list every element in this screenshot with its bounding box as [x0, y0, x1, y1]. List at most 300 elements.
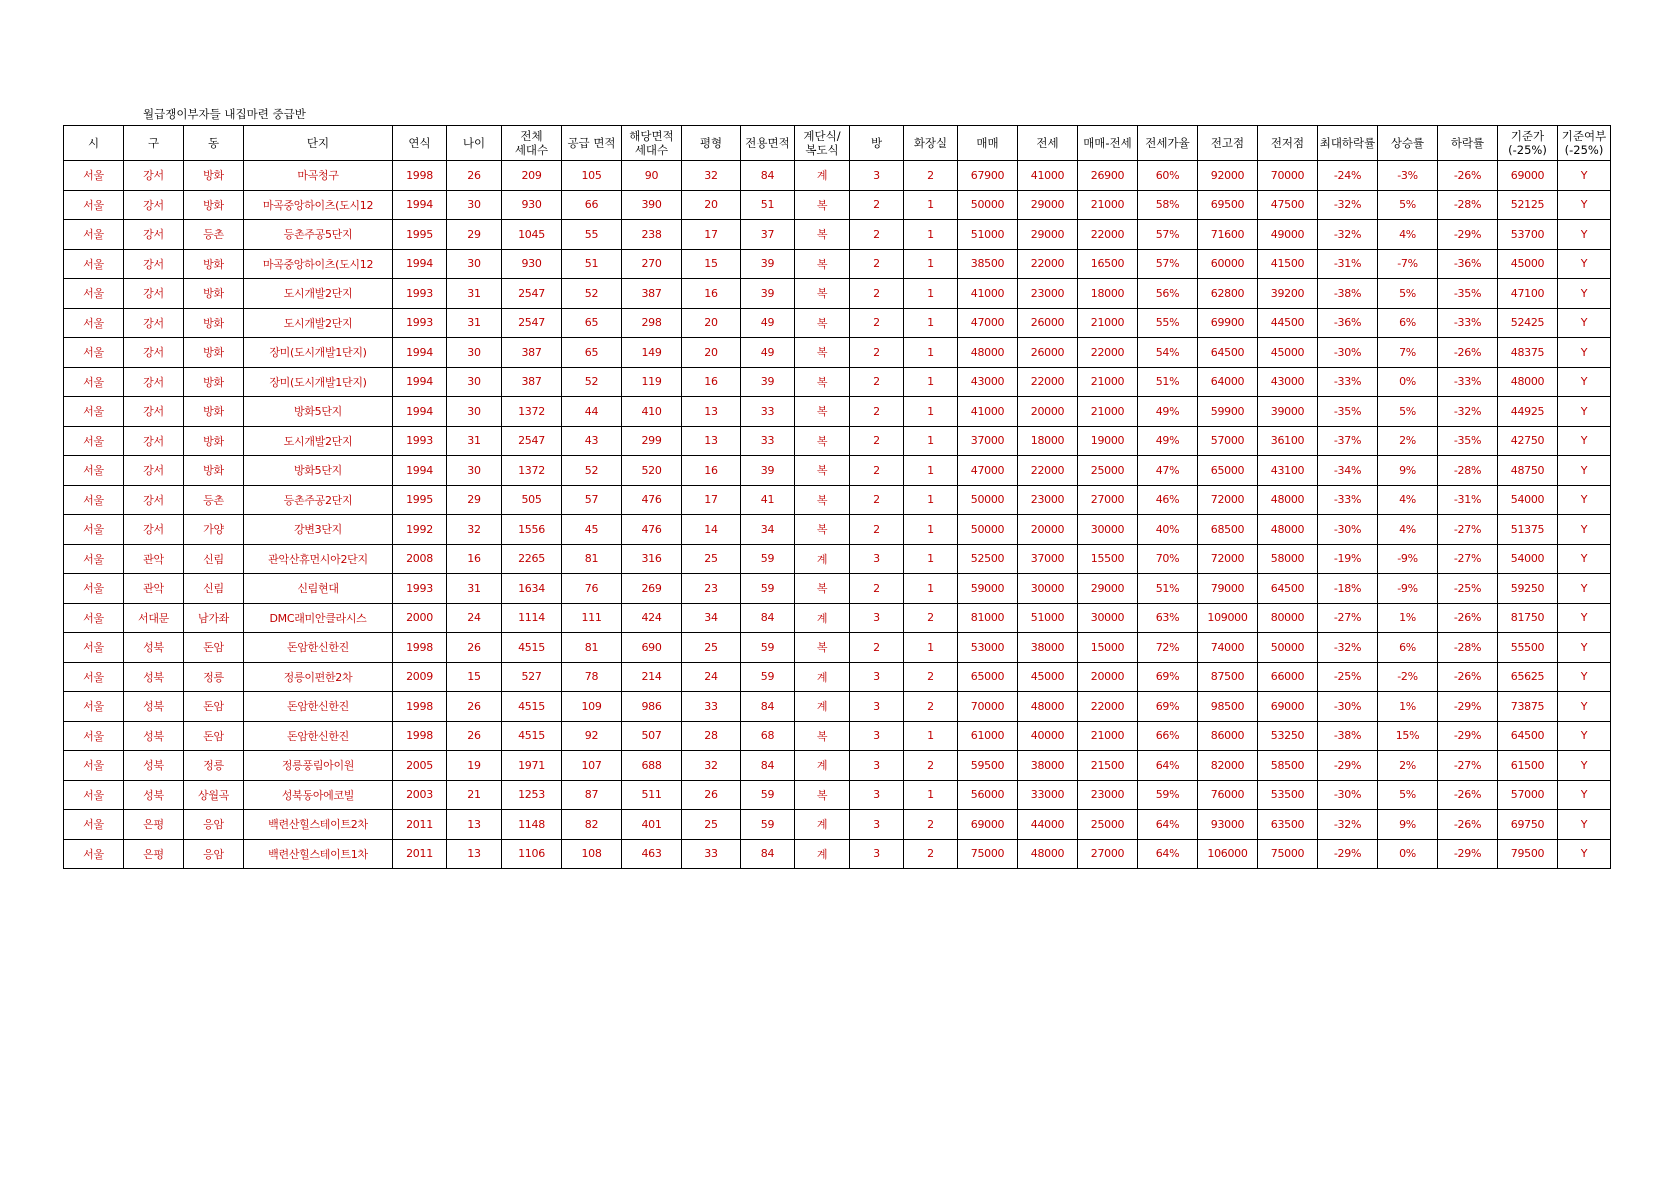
table-cell: 48000 [1018, 692, 1078, 722]
table-cell: 1 [904, 338, 958, 368]
table-cell: 29000 [1018, 190, 1078, 220]
column-header: 전세 [1018, 126, 1078, 161]
table-cell: 59 [741, 574, 795, 604]
table-cell: 복 [795, 279, 850, 309]
table-cell: 관악 [124, 574, 184, 604]
table-cell: 4515 [502, 633, 562, 663]
table-cell: 76 [562, 574, 622, 604]
table-cell: 마곡청구 [244, 161, 393, 191]
table-cell: 1 [904, 780, 958, 810]
table-cell: 53500 [1258, 780, 1318, 810]
table-cell: 55% [1138, 308, 1198, 338]
table-cell: 1 [904, 279, 958, 309]
table-cell: 30000 [1078, 515, 1138, 545]
table-cell: 25 [682, 810, 741, 840]
table-cell: 2 [850, 308, 904, 338]
table-cell: Y [1558, 279, 1611, 309]
table-cell: 방화 [184, 456, 244, 486]
table-cell: 53000 [958, 633, 1018, 663]
sheet-title: 월급쟁이부자들 내집마련 중급반 [143, 107, 306, 121]
table-cell: 930 [502, 249, 562, 279]
table-cell: 9% [1378, 456, 1438, 486]
table-cell: 30 [447, 190, 502, 220]
table-cell: 78 [562, 662, 622, 692]
table-cell: 서울 [64, 426, 124, 456]
column-header: 기준여부 (-25%) [1558, 126, 1611, 161]
table-cell: 1993 [393, 426, 447, 456]
table-cell: 23000 [1018, 279, 1078, 309]
table-cell: 65 [562, 308, 622, 338]
table-cell: 서울 [64, 544, 124, 574]
table-cell: 64% [1138, 751, 1198, 781]
table-cell: Y [1558, 397, 1611, 427]
table-cell: 3 [850, 721, 904, 751]
table-cell: 장미(도시개발1단지) [244, 338, 393, 368]
table-cell: 서울 [64, 220, 124, 250]
table-row [64, 633, 1611, 663]
table-cell: Y [1558, 515, 1611, 545]
table-cell: 서울 [64, 485, 124, 515]
table-cell: 5% [1378, 190, 1438, 220]
table-row [64, 367, 1611, 397]
table-cell: 22000 [1018, 456, 1078, 486]
table-cell: 72% [1138, 633, 1198, 663]
table-cell: 60000 [1198, 249, 1258, 279]
table-cell: 응암 [184, 839, 244, 869]
table-cell: 42750 [1498, 426, 1558, 456]
table-cell: 서울 [64, 633, 124, 663]
table-cell: 서울 [64, 338, 124, 368]
table-cell: 39200 [1258, 279, 1318, 309]
table-cell: 56000 [958, 780, 1018, 810]
table-cell: 1 [904, 515, 958, 545]
table-cell: 1993 [393, 574, 447, 604]
table-cell: 13 [682, 426, 741, 456]
table-cell: 65625 [1498, 662, 1558, 692]
table-cell: 1 [904, 456, 958, 486]
table-cell: 27000 [1078, 839, 1138, 869]
table-cell: 41 [741, 485, 795, 515]
table-cell: 성북 [124, 662, 184, 692]
table-cell: 93000 [1198, 810, 1258, 840]
table-cell: 계 [795, 751, 850, 781]
table-cell: 백련산힐스테이트2차 [244, 810, 393, 840]
table-cell: 68500 [1198, 515, 1258, 545]
table-cell: 강서 [124, 249, 184, 279]
table-cell: 17 [682, 220, 741, 250]
table-cell: 59 [741, 633, 795, 663]
table-cell: 690 [622, 633, 682, 663]
table-row [64, 397, 1611, 427]
column-header: 단지 [244, 126, 393, 161]
table-cell: -32% [1318, 633, 1378, 663]
table-cell: 47500 [1258, 190, 1318, 220]
table-cell: 복 [795, 308, 850, 338]
table-cell: 방화 [184, 279, 244, 309]
table-cell: 2011 [393, 839, 447, 869]
table-cell: -26% [1438, 161, 1498, 191]
table-cell: 1 [904, 633, 958, 663]
table-cell: 424 [622, 603, 682, 633]
table-cell: 31 [447, 279, 502, 309]
table-cell: Y [1558, 574, 1611, 604]
table-cell: 34 [741, 515, 795, 545]
table-cell: 23000 [1078, 780, 1138, 810]
column-header: 시 [64, 126, 124, 161]
table-cell: 강서 [124, 456, 184, 486]
table-cell: 정릉 [184, 662, 244, 692]
table-cell: -33% [1438, 308, 1498, 338]
table-cell: 신림 [184, 574, 244, 604]
table-cell: 39 [741, 249, 795, 279]
table-cell: 81 [562, 544, 622, 574]
table-cell: 50000 [958, 190, 1018, 220]
table-cell: 방화5단지 [244, 397, 393, 427]
table-cell: 316 [622, 544, 682, 574]
table-cell: 1994 [393, 456, 447, 486]
table-cell: 서울 [64, 161, 124, 191]
table-cell: 29000 [1018, 220, 1078, 250]
column-header: 전저점 [1258, 126, 1318, 161]
table-cell: 31 [447, 308, 502, 338]
table-cell: -26% [1438, 810, 1498, 840]
table-cell: 410 [622, 397, 682, 427]
table-row [64, 338, 1611, 368]
table-cell: 서울 [64, 603, 124, 633]
table-cell: 17 [682, 485, 741, 515]
table-cell: 성북 [124, 692, 184, 722]
table-cell: Y [1558, 456, 1611, 486]
table-cell: 55500 [1498, 633, 1558, 663]
table-cell: 45 [562, 515, 622, 545]
table-cell: 1995 [393, 220, 447, 250]
table-cell: 50000 [958, 485, 1018, 515]
table-cell: 2% [1378, 426, 1438, 456]
table-cell: 3 [850, 810, 904, 840]
table-cell: 30 [447, 367, 502, 397]
table-cell: 527 [502, 662, 562, 692]
table-cell: -33% [1318, 367, 1378, 397]
table-cell: 30000 [1078, 603, 1138, 633]
column-header: 하락률 [1438, 126, 1498, 161]
table-cell: 49% [1138, 397, 1198, 427]
table-cell: 53700 [1498, 220, 1558, 250]
table-row [64, 456, 1611, 486]
table-cell: 1372 [502, 456, 562, 486]
table-cell: 59250 [1498, 574, 1558, 604]
table-cell: 서울 [64, 780, 124, 810]
table-row [64, 426, 1611, 456]
table-cell: 50000 [958, 515, 1018, 545]
table-cell: 48000 [1258, 515, 1318, 545]
table-cell: 214 [622, 662, 682, 692]
table-cell: 2 [904, 603, 958, 633]
table-cell: Y [1558, 338, 1611, 368]
table-cell: 68 [741, 721, 795, 751]
table-cell: 1253 [502, 780, 562, 810]
table-cell: 52 [562, 279, 622, 309]
table-cell: 57% [1138, 249, 1198, 279]
table-cell: 81000 [958, 603, 1018, 633]
table-cell: 47000 [958, 456, 1018, 486]
table-cell: 1971 [502, 751, 562, 781]
table-cell: 81750 [1498, 603, 1558, 633]
table-cell: 40000 [1018, 721, 1078, 751]
table-cell: 51 [562, 249, 622, 279]
column-header: 전고점 [1198, 126, 1258, 161]
table-cell: 21000 [1078, 190, 1138, 220]
table-row [64, 574, 1611, 604]
table-cell: 1995 [393, 485, 447, 515]
table-cell: 37000 [1018, 544, 1078, 574]
table-cell: 44925 [1498, 397, 1558, 427]
table-cell: 방화 [184, 190, 244, 220]
table-cell: 54% [1138, 338, 1198, 368]
table-cell: 1994 [393, 338, 447, 368]
table-cell: 26000 [1018, 308, 1078, 338]
table-cell: 48000 [1018, 839, 1078, 869]
table-row [64, 721, 1611, 751]
table-cell: 방화 [184, 161, 244, 191]
table-cell: 33000 [1018, 780, 1078, 810]
table-cell: -3% [1378, 161, 1438, 191]
table-cell: 476 [622, 485, 682, 515]
column-header: 상승률 [1378, 126, 1438, 161]
table-cell: 111 [562, 603, 622, 633]
column-header: 전세가율 [1138, 126, 1198, 161]
table-cell: 16 [447, 544, 502, 574]
table-cell: 26 [447, 692, 502, 722]
table-cell: 14 [682, 515, 741, 545]
table-cell: 31 [447, 426, 502, 456]
table-cell: 1994 [393, 367, 447, 397]
table-row [64, 161, 1611, 191]
table-cell: 43 [562, 426, 622, 456]
table-cell: 2009 [393, 662, 447, 692]
table-cell: 16 [682, 367, 741, 397]
table-row [64, 279, 1611, 309]
table-cell: -33% [1318, 485, 1378, 515]
table-cell: 98500 [1198, 692, 1258, 722]
table-cell: 48000 [958, 338, 1018, 368]
table-cell: -28% [1438, 190, 1498, 220]
table-cell: 26900 [1078, 161, 1138, 191]
table-cell: 65000 [1198, 456, 1258, 486]
table-cell: 21 [447, 780, 502, 810]
table-cell: -29% [1438, 721, 1498, 751]
table-cell: 강서 [124, 338, 184, 368]
table-cell: 238 [622, 220, 682, 250]
table-cell: Y [1558, 662, 1611, 692]
table-cell: 13 [447, 810, 502, 840]
table-cell: 2 [850, 633, 904, 663]
table-cell: 58% [1138, 190, 1198, 220]
table-cell: 27000 [1078, 485, 1138, 515]
table-cell: 서대문 [124, 603, 184, 633]
table-cell: 1994 [393, 190, 447, 220]
table-cell: 59 [741, 662, 795, 692]
table-cell: -30% [1318, 780, 1378, 810]
table-cell: 69000 [1498, 161, 1558, 191]
table-cell: 3 [850, 544, 904, 574]
table-cell: 70000 [1258, 161, 1318, 191]
table-cell: 48375 [1498, 338, 1558, 368]
table-cell: 강서 [124, 485, 184, 515]
table-cell: 20 [682, 308, 741, 338]
table-row [64, 780, 1611, 810]
table-cell: 73875 [1498, 692, 1558, 722]
table-cell: Y [1558, 426, 1611, 456]
table-cell: -35% [1438, 279, 1498, 309]
table-cell: 66 [562, 190, 622, 220]
table-cell: DMC래미안클라시스 [244, 603, 393, 633]
table-cell: 신림 [184, 544, 244, 574]
table-cell: 0% [1378, 367, 1438, 397]
table-cell: 64% [1138, 839, 1198, 869]
table-cell: 계 [795, 662, 850, 692]
table-cell: 15000 [1078, 633, 1138, 663]
table-cell: 69900 [1198, 308, 1258, 338]
table-cell: 1993 [393, 279, 447, 309]
table-cell: 476 [622, 515, 682, 545]
table-cell: 은평 [124, 810, 184, 840]
table-cell: 9% [1378, 810, 1438, 840]
table-cell: 20000 [1018, 515, 1078, 545]
table-cell: 19 [447, 751, 502, 781]
table-cell: 387 [622, 279, 682, 309]
table-cell: 52 [562, 456, 622, 486]
table-cell: 59900 [1198, 397, 1258, 427]
table-cell: 105 [562, 161, 622, 191]
table-row [64, 662, 1611, 692]
table-cell: 복 [795, 485, 850, 515]
table-cell: 2 [904, 692, 958, 722]
table-cell: 25000 [1078, 810, 1138, 840]
column-header: 매매 [958, 126, 1018, 161]
table-cell: 성북 [124, 633, 184, 663]
table-cell: 강서 [124, 397, 184, 427]
table-cell: 4% [1378, 485, 1438, 515]
table-cell: 방화 [184, 308, 244, 338]
table-cell: 4515 [502, 692, 562, 722]
table-cell: Y [1558, 161, 1611, 191]
table-cell: 38000 [1018, 751, 1078, 781]
table-cell: 2 [904, 751, 958, 781]
table-cell: 강서 [124, 426, 184, 456]
table-cell: 30000 [1018, 574, 1078, 604]
table-cell: 2 [904, 662, 958, 692]
table-cell: 26000 [1018, 338, 1078, 368]
table-cell: -35% [1438, 426, 1498, 456]
table-cell: 63500 [1258, 810, 1318, 840]
table-cell: Y [1558, 190, 1611, 220]
table-cell: Y [1558, 220, 1611, 250]
table-cell: 53250 [1258, 721, 1318, 751]
table-cell: 2 [850, 367, 904, 397]
column-header: 해당면적 세대수 [622, 126, 682, 161]
table-cell: -24% [1318, 161, 1378, 191]
table-cell: 관악산휴먼시아2단지 [244, 544, 393, 574]
table-cell: 복 [795, 397, 850, 427]
table-cell: 511 [622, 780, 682, 810]
table-cell: 52 [562, 367, 622, 397]
table-cell: -29% [1318, 751, 1378, 781]
table-cell: 67900 [958, 161, 1018, 191]
table-cell: 21500 [1078, 751, 1138, 781]
table-row [64, 692, 1611, 722]
table-cell: 51000 [1018, 603, 1078, 633]
table-cell: 서울 [64, 367, 124, 397]
table-cell: 18000 [1078, 279, 1138, 309]
table-cell: 백련산힐스테이트1차 [244, 839, 393, 869]
table-cell: 1 [904, 544, 958, 574]
table-cell: 강서 [124, 515, 184, 545]
table-cell: 72000 [1198, 544, 1258, 574]
table-cell: 30 [447, 456, 502, 486]
table-cell: 복 [795, 249, 850, 279]
table-cell: 복 [795, 190, 850, 220]
table-cell: 15% [1378, 721, 1438, 751]
table-cell: -27% [1318, 603, 1378, 633]
table-cell: 2 [850, 249, 904, 279]
table-cell: 서울 [64, 662, 124, 692]
table-cell: 2 [850, 220, 904, 250]
table-row [64, 603, 1611, 633]
table-cell: 복 [795, 338, 850, 368]
table-cell: -34% [1318, 456, 1378, 486]
table-cell: 22000 [1018, 367, 1078, 397]
apartment-table [63, 125, 1611, 869]
table-cell: 서울 [64, 279, 124, 309]
table-cell: 38500 [958, 249, 1018, 279]
table-cell: 43000 [958, 367, 1018, 397]
table-cell: 49% [1138, 426, 1198, 456]
table-cell: 69000 [958, 810, 1018, 840]
table-cell: 복 [795, 780, 850, 810]
table-cell: 505 [502, 485, 562, 515]
column-header: 방 [850, 126, 904, 161]
table-cell: -2% [1378, 662, 1438, 692]
column-header: 나이 [447, 126, 502, 161]
table-cell: 서울 [64, 810, 124, 840]
table-cell: 2 [850, 515, 904, 545]
table-cell: 86000 [1198, 721, 1258, 751]
table-cell: 방화 [184, 338, 244, 368]
table-cell: 등촌주공2단지 [244, 485, 393, 515]
table-cell: 1998 [393, 692, 447, 722]
table-cell: 41000 [1018, 161, 1078, 191]
table-cell: 64500 [1198, 338, 1258, 368]
table-cell: 269 [622, 574, 682, 604]
table-cell: 49000 [1258, 220, 1318, 250]
table-cell: 23 [682, 574, 741, 604]
table-cell: 298 [622, 308, 682, 338]
table-cell: 방화 [184, 397, 244, 427]
column-header: 연식 [393, 126, 447, 161]
table-cell: 도시개발2단지 [244, 308, 393, 338]
table-cell: -33% [1438, 367, 1498, 397]
table-cell: -37% [1318, 426, 1378, 456]
table-cell: 서울 [64, 456, 124, 486]
table-cell: 2547 [502, 279, 562, 309]
column-header: 전용면적 [741, 126, 795, 161]
table-cell: 270 [622, 249, 682, 279]
table-cell: 복 [795, 574, 850, 604]
table-cell: 87500 [1198, 662, 1258, 692]
table-cell: 39 [741, 279, 795, 309]
table-cell: 19000 [1078, 426, 1138, 456]
table-cell: 57 [562, 485, 622, 515]
